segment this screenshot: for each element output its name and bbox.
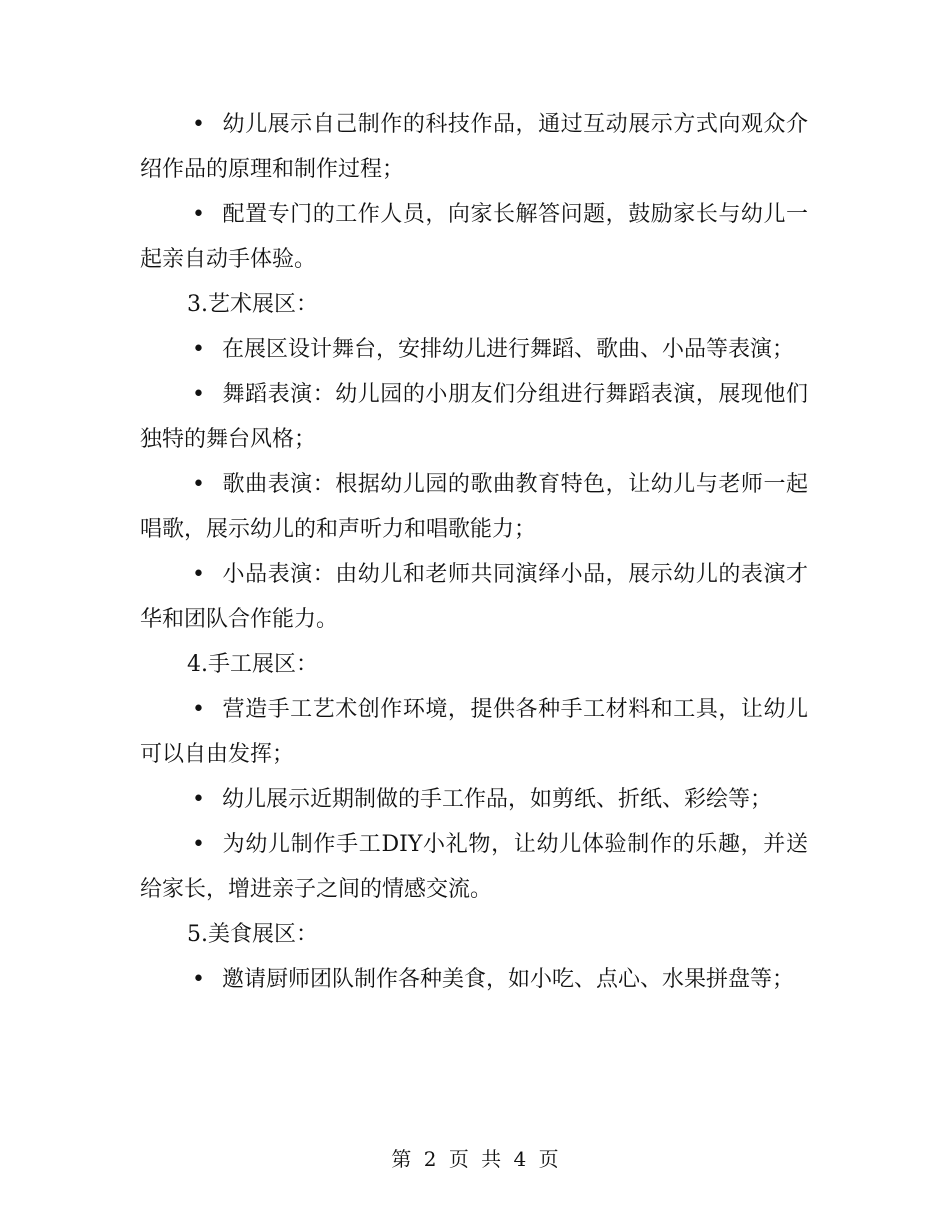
page-number: 第 2 页 共 4 页 <box>391 1147 559 1171</box>
bullet-text: 为幼儿制作手工DIY小礼物，让幼儿体验制作的乐趣，并送给家长，增进亲子之间的情感交流。 <box>140 832 808 902</box>
bullet-item <box>140 102 808 192</box>
bullet-text: 舞蹈表演：幼儿园的小朋友们分组进行舞蹈表演，展现他们独特的舞台风格； <box>140 382 808 452</box>
section-heading: 3.艺术展区： <box>187 292 318 317</box>
bullet-marker: • <box>192 337 205 362</box>
bullet-marker: • <box>192 832 205 857</box>
bullet-marker: • <box>192 967 205 992</box>
bullet-text: 小品表演：由幼儿和老师共同演绎小品，展示幼儿的表演才华和团队合作能力。 <box>140 562 808 632</box>
bullet-text: 歌曲表演：根据幼儿园的歌曲教育特色，让幼儿与老师一起唱歌，展示幼儿的和声听力和唱歌能力； <box>140 472 808 542</box>
bullet-item <box>140 777 808 822</box>
bullet-text: 营造手工艺术创作环境，提供各种手工材料和工具，让幼儿可以自由发挥； <box>140 697 808 767</box>
bullet-text: 幼儿展示近期制做的手工作品，如剪纸、折纸、彩绘等； <box>222 787 773 812</box>
bullet-text: 配置专门的工作人员，向家长解答问题，鼓励家长与幼儿一起亲自动手体验。 <box>140 202 808 272</box>
bullet-item <box>140 462 808 552</box>
bullet-text: 在展区设计舞台，安排幼儿进行舞蹈、歌曲、小品等表演； <box>222 337 795 362</box>
bullet-item <box>140 327 808 372</box>
bullet-marker: • <box>192 382 205 407</box>
bullet-marker: • <box>192 202 205 227</box>
bullet-text: 邀请厨师团队制作各种美食，如小吃、点心、水果拼盘等； <box>222 967 795 992</box>
bullet-marker: • <box>192 472 205 497</box>
bullet-marker: • <box>192 562 205 587</box>
bullet-item <box>140 372 808 462</box>
bullet-item <box>140 957 808 1002</box>
bullet-text: 幼儿展示自己制作的科技作品，通过互动展示方式向观众介绍作品的原理和制作过程； <box>140 112 808 182</box>
document-body <box>140 102 808 1002</box>
bullet-marker: • <box>192 787 205 812</box>
bullet-item <box>140 687 808 777</box>
section-heading: 4.手工展区： <box>187 652 318 677</box>
bullet-item <box>140 192 808 282</box>
bullet-item <box>140 552 808 642</box>
bullet-marker: • <box>192 697 205 722</box>
bullet-marker: • <box>192 112 205 137</box>
bullet-item <box>140 822 808 912</box>
section-heading: 5.美食展区： <box>187 922 318 947</box>
